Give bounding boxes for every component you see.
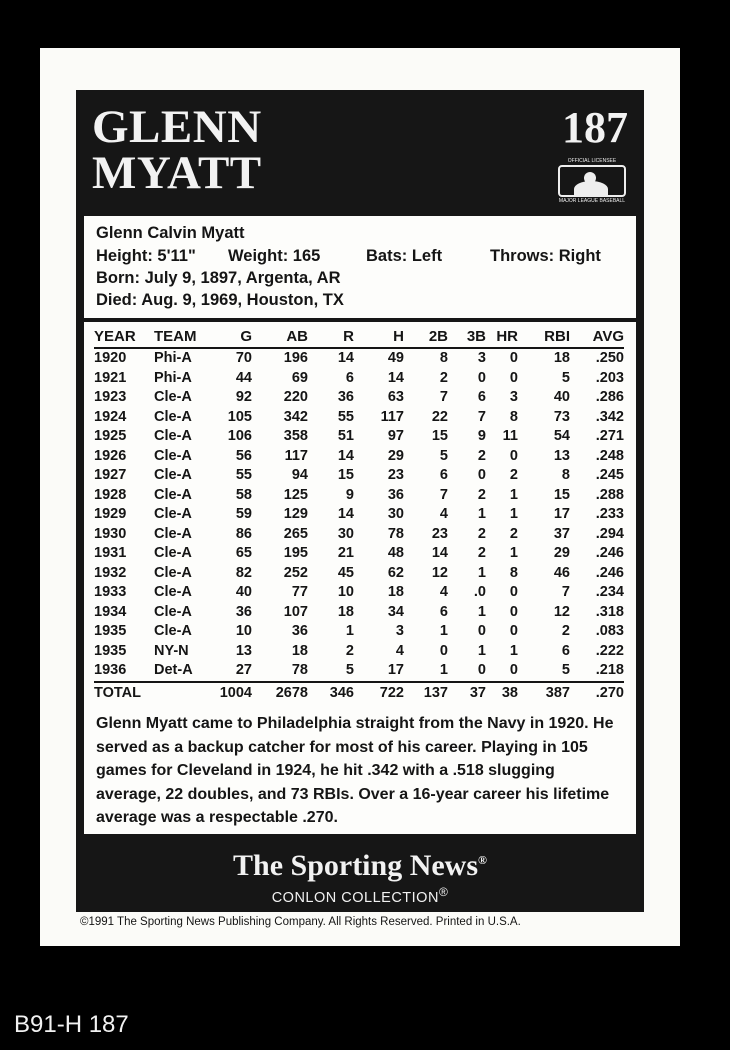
stats-cell-rbi: 40 — [553, 389, 570, 405]
stats-cell-hr: 0 — [509, 662, 518, 678]
stats-cell-ab: 69 — [291, 369, 308, 386]
stats-cell-h: 17 — [387, 662, 404, 678]
stats-cell-2b: 1 — [439, 662, 448, 678]
stats-cell-hr: 0 — [509, 369, 518, 386]
stats-total-cell: 722 — [354, 682, 404, 705]
stats-cell-g: 40 — [235, 584, 252, 600]
stats-cell-2b: 7 — [439, 486, 448, 503]
bio-box — [84, 216, 636, 318]
stats-cell-h: 117 — [380, 408, 404, 425]
stats-row — [94, 583, 624, 603]
stats-cell-hr: 1 — [509, 642, 518, 659]
stats-cell-team: Cle-A — [154, 467, 192, 483]
stats-cell-3b: 1 — [477, 642, 486, 659]
stats-cell-team: NY-N — [154, 642, 189, 659]
stats-cell-3b: 6 — [477, 389, 486, 405]
stats-cell-year: 1920 — [94, 350, 127, 366]
stats-cell-ab: 117 — [284, 447, 308, 464]
stats-cell-h: 97 — [387, 428, 404, 444]
stats-cell-3b: 0 — [477, 662, 486, 678]
stats-cell-hr: 3 — [509, 389, 518, 405]
stats-row — [94, 622, 624, 642]
stats-cell-g: 56 — [235, 447, 252, 464]
stats-row — [94, 427, 624, 447]
stats-cell-r: 10 — [337, 584, 354, 600]
stats-header-rbi: RBI — [518, 326, 570, 348]
stats-cell-ab: 77 — [291, 584, 308, 600]
stats-cell-2b: 14 — [431, 545, 448, 561]
stats-cell-ab: 94 — [291, 467, 308, 483]
stats-cell-h: 49 — [387, 350, 404, 366]
stats-table — [94, 326, 624, 705]
stats-cell-ab: 18 — [291, 642, 308, 659]
stats-cell-rbi: 7 — [561, 584, 570, 600]
stats-cell-r: 2 — [345, 642, 354, 659]
stats-cell-ab: 195 — [283, 545, 308, 561]
stats-cell-g: 106 — [227, 428, 252, 444]
bio-bats: Bats: Left — [366, 247, 443, 265]
stats-cell-2b: 8 — [439, 350, 448, 366]
stats-cell-hr: 8 — [509, 408, 518, 425]
stats-cell-year: 1925 — [94, 428, 127, 444]
stats-cell-g: 86 — [235, 525, 252, 542]
stats-cell-hr: 1 — [509, 506, 518, 522]
career-description — [84, 708, 636, 834]
stats-cell-year: 1932 — [94, 564, 127, 581]
stats-cell-h: 14 — [387, 369, 404, 386]
stats-cell-team: Cle-A — [154, 525, 192, 542]
player-first-name: GLENN — [92, 101, 262, 153]
stats-cell-2b: 0 — [439, 642, 448, 659]
stats-header-row — [94, 326, 624, 348]
stats-cell-r: 55 — [337, 408, 354, 425]
stats-cell-hr: 0 — [509, 584, 518, 600]
stats-cell-ab: 196 — [283, 350, 308, 366]
stats-row — [94, 661, 624, 682]
stats-cell-h: 36 — [387, 486, 404, 503]
stats-header-avg: AVG — [570, 326, 624, 348]
stats-header-team: TEAM — [154, 326, 206, 348]
stats-cell-3b: 0 — [477, 623, 486, 639]
stats-cell-team: Cle-A — [154, 428, 192, 444]
stats-cell-h: 29 — [387, 447, 404, 464]
stats-total-row — [94, 682, 624, 705]
stats-row — [94, 408, 624, 428]
stats-cell-avg: .318 — [595, 603, 624, 620]
stats-row — [94, 348, 624, 369]
stats-cell-year: 1934 — [94, 603, 127, 620]
stats-cell-avg: .234 — [595, 584, 624, 600]
stats-cell-year: 1933 — [94, 584, 127, 600]
stats-cell-year: 1930 — [94, 525, 127, 542]
stats-cell-g: 10 — [235, 623, 252, 639]
stats-cell-avg: .250 — [595, 350, 624, 366]
stats-cell-team: Cle-A — [154, 408, 192, 425]
stats-cell-2b: 4 — [439, 506, 448, 522]
stats-cell-team: Cle-A — [154, 584, 192, 600]
stats-cell-r: 15 — [337, 467, 354, 483]
stats-cell-rbi: 54 — [553, 428, 570, 444]
stats-cell-hr: 8 — [509, 564, 518, 581]
stats-row — [94, 525, 624, 545]
stats-cell-g: 58 — [235, 486, 252, 503]
stats-cell-3b: 2 — [477, 486, 486, 503]
stats-header-hr: HR — [486, 326, 518, 348]
stats-cell-hr: 0 — [509, 623, 518, 639]
stats-cell-h: 62 — [387, 564, 404, 581]
stats-cell-year: 1931 — [94, 545, 127, 561]
stats-cell-year: 1935 — [94, 642, 127, 659]
stats-cell-rbi: 29 — [553, 545, 570, 561]
stats-cell-2b: 23 — [431, 525, 448, 542]
stats-total-cell: .270 — [570, 682, 624, 705]
stats-cell-2b: 22 — [431, 408, 448, 425]
stats-cell-r: 18 — [337, 603, 354, 620]
stats-cell-avg: .342 — [595, 408, 624, 425]
stats-cell-year: 1924 — [94, 408, 127, 425]
stats-cell-rbi: 17 — [553, 506, 570, 522]
stats-cell-team: Phi-A — [154, 369, 192, 386]
stats-cell-h: 78 — [387, 525, 404, 542]
stats-cell-3b: 0 — [477, 467, 486, 483]
stats-header-year: YEAR — [94, 326, 154, 348]
stats-cell-h: 63 — [387, 389, 404, 405]
stats-cell-rbi: 12 — [553, 603, 570, 620]
stats-cell-year: 1936 — [94, 662, 127, 678]
bio-born: Born: July 9, 1897, Argenta, AR — [96, 269, 341, 287]
stats-cell-avg: .248 — [595, 447, 624, 464]
stats-cell-2b: 6 — [439, 467, 448, 483]
stats-cell-2b: 6 — [439, 603, 448, 620]
stats-cell-h: 30 — [387, 506, 404, 522]
bio-weight: Weight: 165 — [228, 247, 321, 265]
stats-cell-rbi: 8 — [561, 467, 570, 483]
stats-row — [94, 466, 624, 486]
stats-cell-3b: 0 — [477, 369, 486, 386]
stats-cell-avg: .218 — [595, 662, 624, 678]
stats-cell-avg: .203 — [595, 369, 624, 386]
stats-cell-r: 45 — [337, 564, 354, 581]
stats-cell-3b: 2 — [477, 525, 486, 542]
stats-cell-3b: 2 — [477, 447, 486, 464]
stats-cell-3b: 3 — [477, 350, 486, 366]
stats-cell-h: 4 — [395, 642, 404, 659]
stats-cell-2b: 15 — [431, 428, 448, 444]
stats-cell-g: 59 — [235, 506, 252, 522]
stats-cell-ab: 342 — [283, 408, 308, 425]
stats-cell-rbi: 2 — [561, 623, 570, 639]
stats-cell-ab: 78 — [291, 662, 308, 678]
stats-cell-g: 92 — [235, 389, 252, 405]
mlb-logo-top-text: OFFICIAL LICENSEE — [567, 158, 617, 164]
player-last-name: MYATT — [92, 147, 262, 199]
stats-row — [94, 564, 624, 584]
stats-cell-3b: 1 — [477, 564, 486, 581]
stats-row — [94, 486, 624, 506]
stats-cell-year: 1921 — [94, 369, 127, 386]
mlb-licensee-logo — [558, 158, 626, 202]
stats-cell-year: 1935 — [94, 623, 127, 639]
stats-cell-team: Cle-A — [154, 506, 192, 522]
player-name — [92, 101, 262, 199]
stats-cell-3b: 2 — [477, 545, 486, 561]
stats-cell-ab: 252 — [283, 564, 308, 581]
copyright-line: ©1991 The Sporting News Publishing Company. All Rights Reserved. Printed in U.S.A. — [80, 916, 521, 928]
stats-cell-team: Cle-A — [154, 486, 192, 503]
stats-cell-year: 1929 — [94, 506, 127, 522]
brand-subtitle: CONLON COLLECTION — [271, 889, 439, 906]
stats-cell-year: 1927 — [94, 467, 127, 483]
stats-cell-g: 105 — [227, 408, 252, 425]
stats-total-cell: 37 — [448, 682, 486, 705]
stats-cell-team: Cle-A — [154, 545, 192, 561]
stats-header-g: G — [206, 326, 252, 348]
stats-cell-2b: 12 — [431, 564, 448, 581]
bio-full-name: Glenn Calvin Myatt — [96, 224, 245, 242]
stats-cell-avg: .222 — [595, 642, 624, 659]
stats-cell-avg: .246 — [595, 545, 624, 561]
stats-cell-avg: .271 — [595, 428, 624, 444]
stats-cell-h: 3 — [395, 623, 404, 639]
stats-cell-3b: 1 — [477, 506, 486, 522]
stats-cell-rbi: 6 — [561, 642, 570, 659]
baseball-card-back — [40, 48, 680, 946]
stats-cell-ab: 107 — [283, 603, 308, 620]
stats-cell-r: 14 — [337, 447, 354, 464]
stats-cell-avg: .288 — [595, 486, 624, 503]
stats-cell-2b: 1 — [439, 623, 448, 639]
registered-mark: ® — [478, 853, 487, 867]
stats-cell-team: Cle-A — [154, 564, 192, 581]
stats-cell-r: 6 — [345, 369, 354, 386]
stats-cell-avg: .246 — [595, 564, 624, 581]
stats-cell-team: Phi-A — [154, 350, 192, 366]
stats-header-2b: 2B — [404, 326, 448, 348]
bio-died: Died: Aug. 9, 1969, Houston, TX — [96, 291, 344, 309]
stats-cell-ab: 220 — [283, 389, 308, 405]
stats-cell-hr: 0 — [509, 350, 518, 366]
bio-throws: Throws: Right — [490, 247, 601, 265]
stats-cell-hr: 1 — [509, 545, 518, 561]
stats-cell-ab: 129 — [283, 506, 308, 522]
stats-cell-r: 14 — [337, 506, 354, 522]
stats-cell-hr: 0 — [509, 603, 518, 620]
stats-cell-3b: 1 — [477, 603, 486, 620]
image-caption: B91-H 187 — [14, 1011, 129, 1038]
stats-total-cell: 346 — [308, 682, 354, 705]
stats-row — [94, 603, 624, 623]
stats-header-r: R — [308, 326, 354, 348]
batter-silhouette-icon — [558, 165, 626, 197]
stats-cell-r: 14 — [337, 350, 354, 366]
stats-cell-team: Cle-A — [154, 447, 192, 464]
stats-row — [94, 642, 624, 662]
stats-cell-r: 21 — [337, 545, 354, 561]
stats-cell-hr: 11 — [502, 428, 518, 444]
stats-header-h: H — [354, 326, 404, 348]
stats-cell-3b: .0 — [473, 584, 486, 600]
stats-row — [94, 505, 624, 525]
stats-total-cell: 387 — [518, 682, 570, 705]
stats-cell-rbi: 13 — [553, 447, 570, 464]
stats-cell-ab: 358 — [283, 428, 308, 444]
stats-cell-2b: 2 — [439, 369, 448, 386]
stats-cell-team: Det-A — [154, 662, 193, 678]
stats-cell-avg: .286 — [595, 389, 624, 405]
stats-cell-avg: .294 — [595, 525, 624, 542]
stats-cell-2b: 5 — [439, 447, 448, 464]
stats-cell-h: 23 — [387, 467, 404, 483]
stats-cell-rbi: 46 — [553, 564, 570, 581]
stats-cell-year: 1923 — [94, 389, 127, 405]
stats-cell-3b: 9 — [477, 428, 486, 444]
stats-cell-r: 5 — [345, 662, 354, 678]
stats-cell-rbi: 15 — [553, 486, 570, 503]
stats-cell-hr: 1 — [509, 486, 518, 503]
description-text: Glenn Myatt came to Philadelphia straight from the Navy in 1920. He served as a backup catcher for most of his career. Playing in 105 games for Cleveland in 1924, he hit .342 with a .518 slugging average, 22 doubles, and 73 RBIs. Over a 16-year career his lifetime average was a respectable .270. — [96, 715, 614, 826]
stats-cell-r: 9 — [345, 486, 354, 503]
stats-cell-g: 27 — [235, 662, 252, 678]
stats-cell-g: 36 — [235, 603, 252, 620]
stats-row — [94, 447, 624, 467]
stats-total-cell: TOTAL — [94, 682, 154, 705]
stats-cell-team: Cle-A — [154, 389, 192, 405]
stats-cell-r: 36 — [337, 389, 354, 405]
stats-cell-hr: 2 — [509, 467, 518, 483]
stats-row — [94, 369, 624, 389]
stats-cell-ab: 36 — [291, 623, 308, 639]
stats-cell-hr: 0 — [509, 447, 518, 464]
card-number: 187 — [562, 103, 628, 152]
stats-cell-g: 44 — [235, 369, 252, 386]
stats-header-ab: AB — [252, 326, 308, 348]
stats-cell-r: 30 — [337, 525, 354, 542]
stats-cell-2b: 7 — [439, 389, 448, 405]
stats-box — [84, 322, 636, 708]
sporting-news-brand — [76, 842, 644, 906]
stats-row — [94, 388, 624, 408]
stats-cell-ab: 125 — [283, 486, 308, 503]
stats-cell-hr: 2 — [509, 525, 518, 542]
stats-cell-r: 51 — [337, 428, 354, 444]
stats-cell-rbi: 5 — [561, 662, 570, 678]
stats-total-cell — [154, 682, 206, 705]
stats-row — [94, 544, 624, 564]
stats-cell-g: 82 — [235, 564, 252, 581]
card-inner-panel — [76, 90, 644, 912]
stats-cell-3b: 7 — [477, 408, 486, 425]
stats-cell-team: Cle-A — [154, 603, 192, 620]
stats-cell-g: 65 — [235, 545, 252, 561]
stats-cell-year: 1926 — [94, 447, 127, 464]
stats-cell-rbi: 18 — [553, 350, 570, 366]
stats-cell-h: 18 — [387, 584, 404, 600]
stats-total-cell: 137 — [404, 682, 448, 705]
stats-cell-2b: 4 — [439, 584, 448, 600]
stats-cell-g: 70 — [235, 350, 252, 366]
stats-total-cell: 2678 — [252, 682, 308, 705]
stats-cell-rbi: 5 — [561, 369, 570, 386]
stats-cell-r: 1 — [345, 623, 354, 639]
stats-cell-rbi: 37 — [553, 525, 570, 542]
stats-cell-g: 55 — [235, 467, 252, 483]
stats-cell-avg: .245 — [595, 467, 624, 483]
stats-cell-rbi: 73 — [553, 408, 570, 425]
stats-cell-h: 34 — [387, 603, 404, 620]
stats-cell-year: 1928 — [94, 486, 127, 503]
stats-total-cell: 38 — [486, 682, 518, 705]
stats-cell-avg: .233 — [595, 506, 624, 522]
stats-cell-ab: 265 — [283, 525, 308, 542]
bio-height: Height: 5'11" — [96, 247, 196, 265]
stats-cell-avg: .083 — [595, 623, 624, 639]
stats-total-cell: 1004 — [206, 682, 252, 705]
brand-title: The Sporting News — [233, 849, 479, 882]
stats-header-3b: 3B — [448, 326, 486, 348]
registered-mark-2: ® — [438, 885, 449, 899]
stats-cell-h: 48 — [387, 545, 404, 561]
stats-cell-team: Cle-A — [154, 623, 192, 639]
stats-cell-g: 13 — [235, 642, 252, 659]
mlb-logo-bottom-text: MAJOR LEAGUE BASEBALL — [558, 198, 626, 204]
